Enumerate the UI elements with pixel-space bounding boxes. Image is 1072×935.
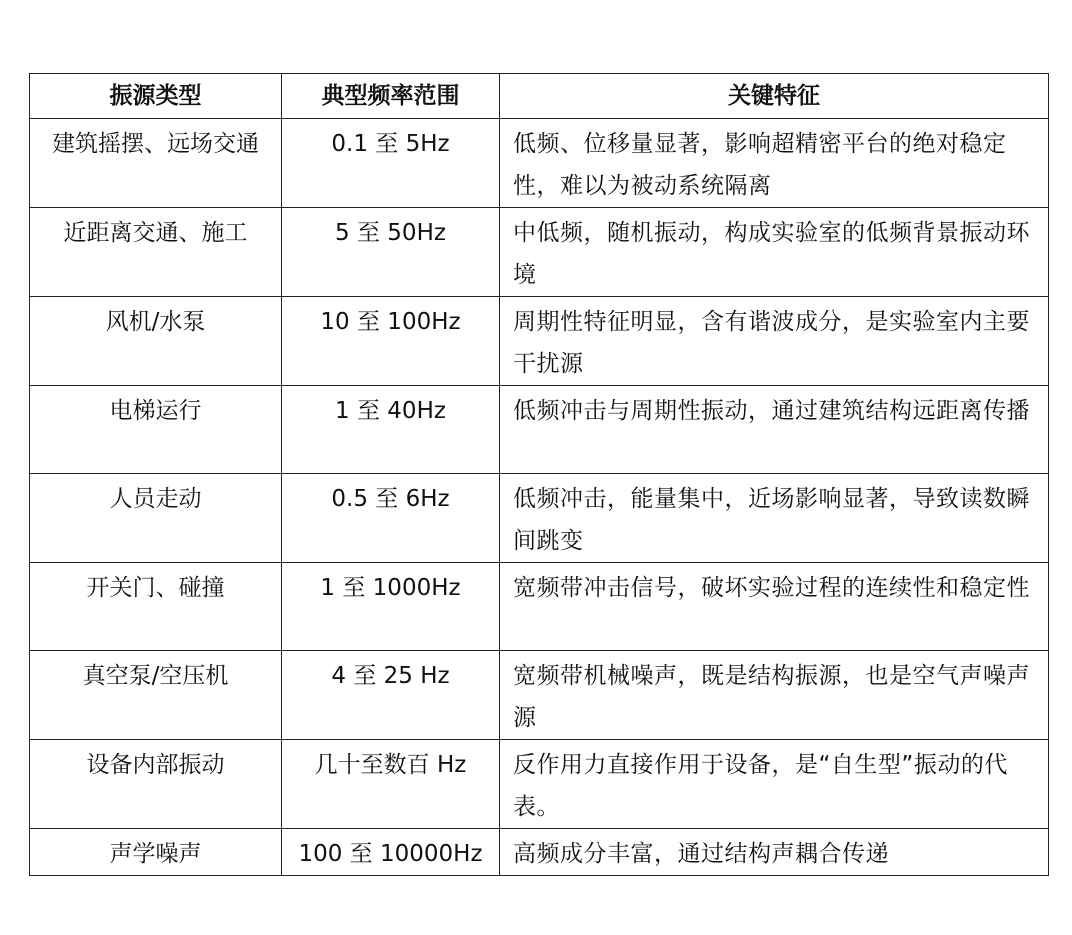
cell-key-feature: 周期性特征明显，含有谐波成分，是实验室内主要干扰源 <box>500 297 1049 386</box>
table-row <box>30 563 1049 651</box>
table-row <box>30 119 1049 208</box>
cell-source-type: 开关门、碰撞 <box>30 563 282 651</box>
cell-source-type: 人员走动 <box>30 474 282 563</box>
table-row <box>30 386 1049 474</box>
cell-frequency-range: 4 至 25 Hz <box>282 651 500 740</box>
cell-frequency-range: 5 至 50Hz <box>282 208 500 297</box>
header-source-type: 振源类型 <box>30 74 282 119</box>
cell-key-feature: 中低频，随机振动，构成实验室的低频背景振动环境 <box>500 208 1049 297</box>
cell-key-feature: 高频成分丰富，通过结构声耦合传递 <box>500 829 1049 876</box>
cell-source-type: 建筑摇摆、远场交通 <box>30 119 282 208</box>
cell-key-feature: 宽频带机械噪声，既是结构振源，也是空气声噪声源 <box>500 651 1049 740</box>
cell-frequency-range: 几十至数百 Hz <box>282 740 500 829</box>
cell-source-type: 声学噪声 <box>30 829 282 876</box>
cell-source-type: 电梯运行 <box>30 386 282 474</box>
table-row <box>30 740 1049 829</box>
table-row <box>30 474 1049 563</box>
cell-frequency-range: 0.5 至 6Hz <box>282 474 500 563</box>
cell-source-type: 真空泵/空压机 <box>30 651 282 740</box>
table-header-row <box>30 74 1049 119</box>
header-frequency-range: 典型频率范围 <box>282 74 500 119</box>
table-row <box>30 297 1049 386</box>
cell-source-type: 设备内部振动 <box>30 740 282 829</box>
cell-frequency-range: 0.1 至 5Hz <box>282 119 500 208</box>
table-row <box>30 829 1049 876</box>
cell-key-feature: 宽频带冲击信号，破坏实验过程的连续性和稳定性 <box>500 563 1049 651</box>
cell-frequency-range: 10 至 100Hz <box>282 297 500 386</box>
table-row <box>30 651 1049 740</box>
cell-key-feature: 低频、位移量显著，影响超精密平台的绝对稳定性，难以为被动系统隔离 <box>500 119 1049 208</box>
cell-source-type: 风机/水泵 <box>30 297 282 386</box>
cell-key-feature: 反作用力直接作用于设备，是“自生型”振动的代表。 <box>500 740 1049 829</box>
cell-frequency-range: 100 至 10000Hz <box>282 829 500 876</box>
cell-source-type: 近距离交通、施工 <box>30 208 282 297</box>
header-key-features: 关键特征 <box>500 74 1049 119</box>
cell-frequency-range: 1 至 40Hz <box>282 386 500 474</box>
cell-key-feature: 低频冲击，能量集中，近场影响显著，导致读数瞬间跳变 <box>500 474 1049 563</box>
cell-key-feature: 低频冲击与周期性振动，通过建筑结构远距离传播 <box>500 386 1049 474</box>
cell-frequency-range: 1 至 1000Hz <box>282 563 500 651</box>
table-row <box>30 208 1049 297</box>
vibration-source-table <box>29 73 1049 876</box>
